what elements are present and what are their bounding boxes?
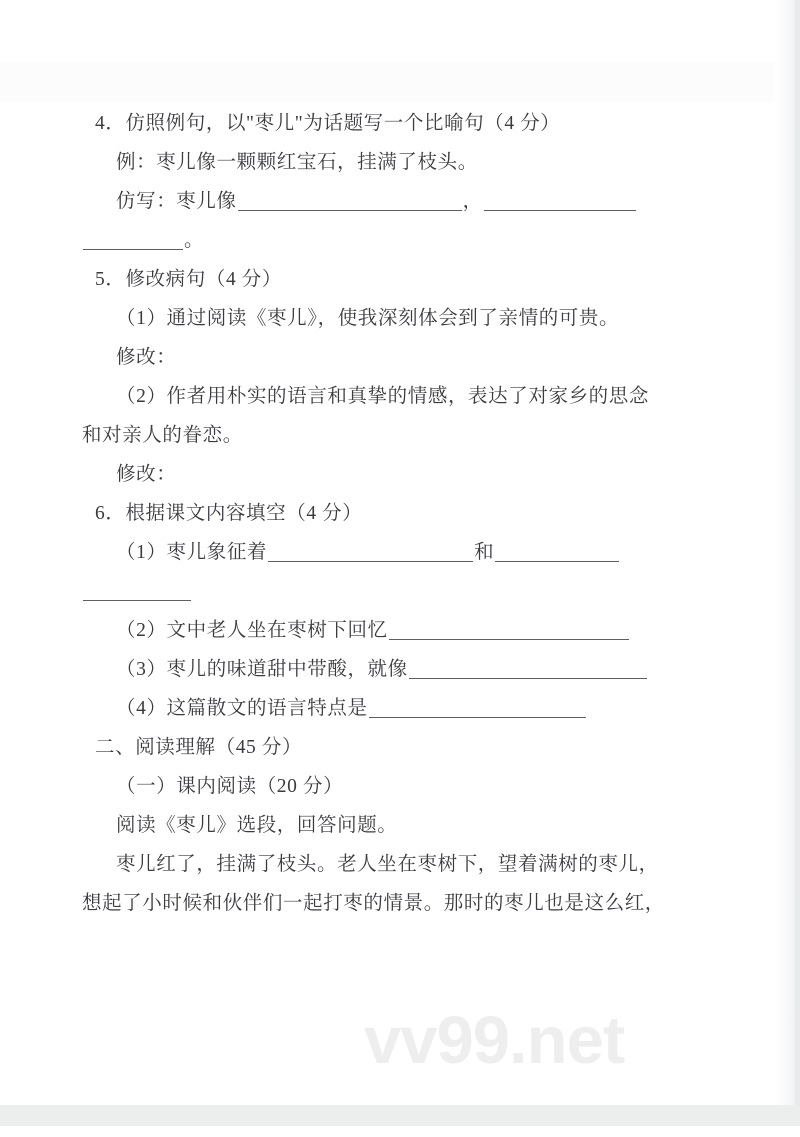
question-4-answer-line-1 <box>95 182 705 221</box>
answer-blank[interactable] <box>389 622 629 640</box>
section-2-title: 二、阅读理解（45 分） <box>95 737 303 758</box>
answer-blank[interactable] <box>409 661 647 679</box>
site-watermark: vv99.net <box>364 1003 625 1078</box>
document-body <box>82 104 705 923</box>
question-5-item-2-line-2: 和对亲人的眷恋。 <box>82 425 243 446</box>
question-6-item-4 <box>95 689 705 728</box>
question-4-answer-prefix: 仿写：枣儿像 <box>116 191 237 212</box>
question-5-item-2-line-1: （2）作者用朴实的语言和真挚的情感，表达了对家乡的思念 <box>116 386 649 407</box>
question-6-item-3-prefix: （3）枣儿的味道甜中带酸，就像 <box>116 659 408 680</box>
question-5-title: 5．修改病句（4 分） <box>95 269 282 290</box>
page-outside-bottom <box>0 1126 800 1137</box>
section-2-instruction: 阅读《枣儿》选段，回答问题。 <box>116 815 398 836</box>
answer-blank[interactable] <box>369 700 586 718</box>
answer-blank[interactable] <box>484 193 636 211</box>
question-6-item-2-prefix: （2）文中老人坐在枣树下回忆 <box>116 620 388 641</box>
question-6-item-1-line-1 <box>95 533 705 572</box>
answer-blank[interactable] <box>238 193 462 211</box>
question-6-item-1-line-2 <box>82 572 705 611</box>
page-edge-bottom <box>0 1105 800 1126</box>
question-5-revise-label-1: 修改： <box>116 347 177 368</box>
section-2-subtitle: （一）课内阅读（20 分） <box>116 776 344 797</box>
question-5-revise-label-2: 修改： <box>116 464 177 485</box>
question-5-item-1: （1）通过阅读《枣儿》，使我深刻体会到了亲情的可贵。 <box>116 308 620 329</box>
question-4-answer-comma: ， <box>462 191 483 212</box>
question-4-example: 例：枣儿像一颗颗红宝石，挂满了枝头。 <box>116 152 478 173</box>
question-4-answer-period: 。 <box>184 230 205 251</box>
answer-blank[interactable] <box>83 583 191 601</box>
answer-blank[interactable] <box>83 232 183 250</box>
question-6-item-1-mid: 和 <box>474 542 495 563</box>
question-6-item-1-prefix: （1）枣儿象征着 <box>116 542 268 563</box>
question-6-item-4-prefix: （4）这篇散文的语言特点是 <box>116 698 368 719</box>
answer-blank[interactable] <box>495 544 619 562</box>
passage-line-2: 想起了小时候和伙伴们一起打枣的情景。那时的枣儿也是这么红， <box>82 893 665 914</box>
question-4-answer-line-2 <box>82 221 705 260</box>
page-edge-shadow-right <box>775 0 795 1137</box>
question-6-title: 6．根据课文内容填空（4 分） <box>95 503 363 524</box>
question-6-item-2 <box>95 611 705 650</box>
question-4-title: 4．仿照例句，以"枣儿"为话题写一个比喻句（4 分） <box>95 113 561 134</box>
answer-blank[interactable] <box>268 544 473 562</box>
page-edge-right <box>795 0 800 1137</box>
question-6-item-3 <box>95 650 705 689</box>
passage-line-1: 枣儿红了，挂满了枝头。老人坐在枣树下，望着满树的枣儿， <box>116 854 659 875</box>
